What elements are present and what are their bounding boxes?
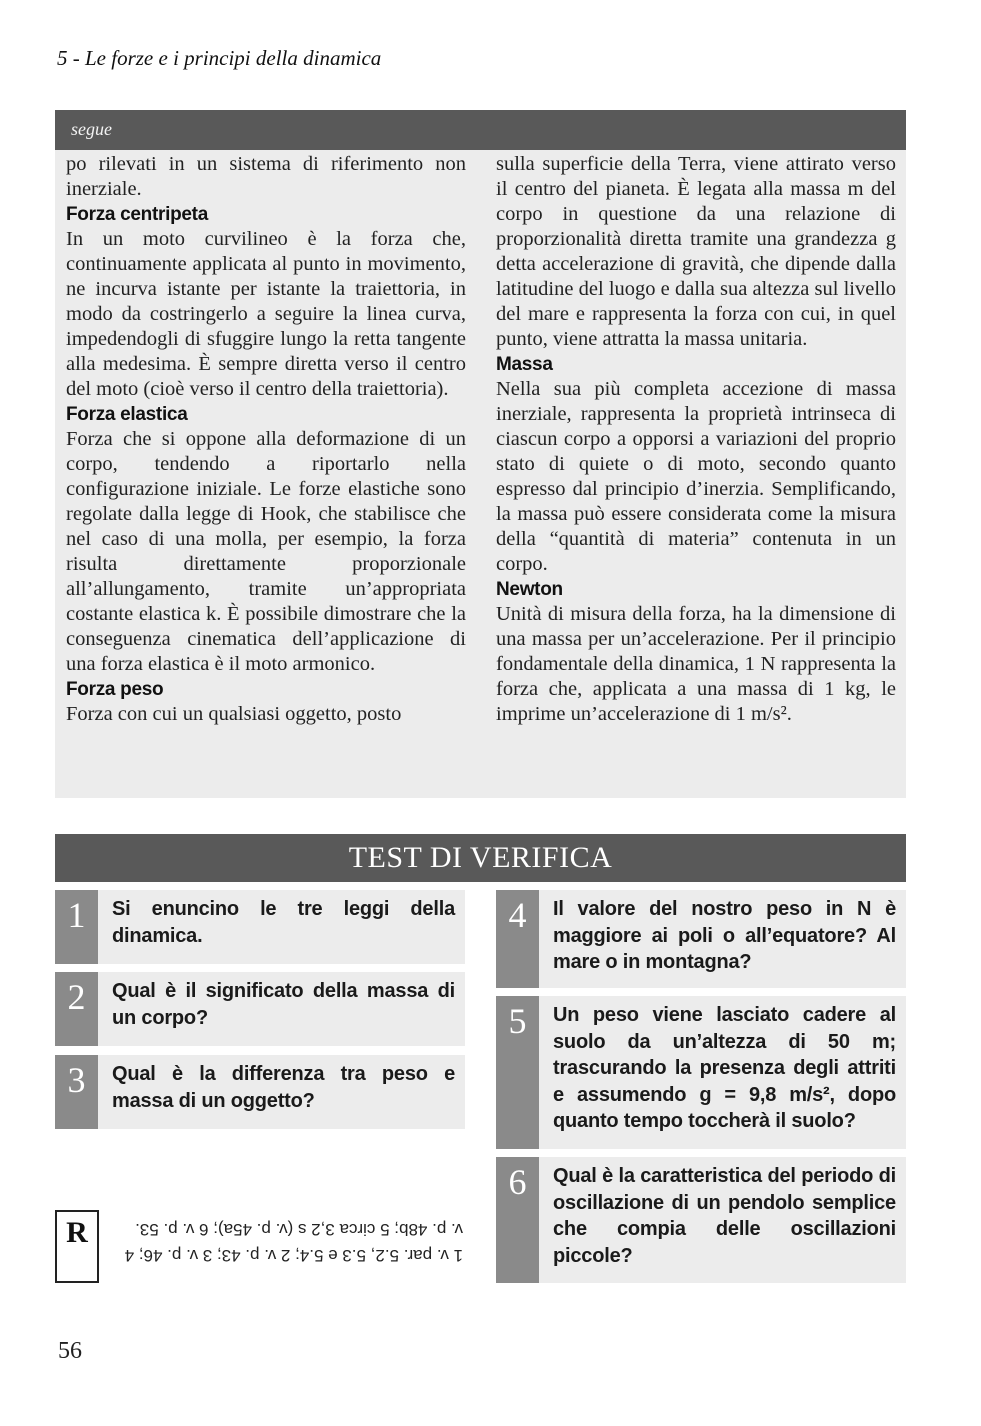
glossary-term: Massa (496, 354, 553, 375)
glossary-panel (55, 110, 906, 798)
question-box (496, 890, 906, 988)
answers-text: 1 v. par. 5.2, 5.3 e 5.4; 2 v. p. 43; 3 v. p. 46; 4 v. p. 48b; 5 circa 3,2 s (v. p. 45a); 6 v. p. 53. (124, 1220, 463, 1265)
answers-block (55, 1210, 466, 1283)
segue-label: segue (55, 110, 906, 150)
question-number: 5 (496, 996, 539, 1149)
question-number: 1 (55, 890, 98, 964)
question-box (55, 890, 465, 964)
question-box (496, 1157, 906, 1283)
question-box (55, 972, 465, 1046)
question-text: Il valore del nostro peso in N è maggiore ai poli o all’equatore? Al mare o in montagna? (553, 898, 896, 973)
glossary-term: Forza elastica (66, 404, 188, 425)
glossary-text: po rilevati in un sistema di riferimento non inerziale. (66, 153, 466, 200)
glossary-term: Forza centripeta (66, 204, 208, 225)
running-head: 5 - Le forze e i principi della dinamica (57, 46, 382, 70)
glossary-term: Newton (496, 579, 563, 600)
glossary-text: Forza con cui un qualsiasi oggetto, posto (66, 703, 402, 725)
question-number: 2 (55, 972, 98, 1046)
glossary-right-column (496, 152, 896, 727)
glossary-text: Unità di misura della forza, ha la dimensione di una massa per un’accelerazione. Per il principio fondamentale della dinamica, 1 N rappresenta la forza che, applicata a una massa di 1 kg, le imprime un’accelerazione di 1 m/s². (496, 603, 896, 725)
glossary-text: Nella sua più completa accezione di massa inerziale, rappresenta la proprietà intrinseca di ciascun corpo a opporsi a variazioni del proprio stato di quiete o di moto, secondo quanto espresso dal principio d’inerzia. Semplificando, la massa può essere considerata come la misura della “quantità di materia” contenuta in un corpo. (496, 378, 896, 575)
question-number: 4 (496, 890, 539, 988)
question-text: Qual è la differenza tra peso e massa di un oggetto? (112, 1063, 455, 1112)
glossary-text: sulla superficie della Terra, viene attirato verso il centro del pianeta. È legata alla massa m del corpo in questione da una relazione di proporzionalità diretta tramite una grandezza g detta accelerazione di gravità, che dipende dalla latitudine del luogo e dalla sua altezza sul livello del mare e rappresenta la forza con cui, in quel punto, viene attratta la massa unitaria. (496, 153, 896, 350)
question-text: Si enuncino le tre leggi della dinamica. (112, 898, 455, 947)
glossary-text: In un moto curvilineo è la forza che, continuamente applicata al punto in movimento, ne incurva istante per istante la traiettoria, in modo da costringerlo a seguire la linea curva, impedendogli di sfuggire lungo la retta tangente alla medesima. È sempre diretta verso il centro del moto (cioè verso il centro della traiettoria). (66, 228, 466, 400)
glossary-text: Forza che si oppone alla deformazione di un corpo, tendendo a riportarlo nella configurazione iniziale. Le forze elastiche sono regolate dalla legge di Hook, che stabilisce che nel caso di una molla, per esempio, la forza risulta direttamente proporzionale all’allungamento, tramite un’appropriata costante elastica k. È possibile dimostrare che la conseguenza cinematica dell’applicazione di una forza elastica è il moto armonico. (66, 428, 466, 675)
glossary-left-column (66, 152, 466, 727)
question-box (496, 996, 906, 1149)
glossary-term: Forza peso (66, 679, 164, 700)
question-text: Un peso viene lasciato cadere al suolo da un’altezza di 50 m; trascurando la presenza degli attriti e assumendo g = 9,8 m/s², dopo quanto tempo toccherà il suolo? (553, 1004, 896, 1132)
test-title: TEST DI VERIFICA (55, 834, 906, 882)
page-number: 56 (58, 1338, 82, 1364)
question-number: 6 (496, 1157, 539, 1283)
question-number: 3 (55, 1055, 98, 1129)
answers-label: R (55, 1210, 99, 1283)
question-text: Qual è il significato della massa di un corpo? (112, 980, 455, 1029)
question-text: Qual è la caratteristica del periodo di oscillazione di un pendolo semplice che compia delle oscillazioni piccole? (553, 1165, 896, 1267)
question-box (55, 1055, 465, 1129)
